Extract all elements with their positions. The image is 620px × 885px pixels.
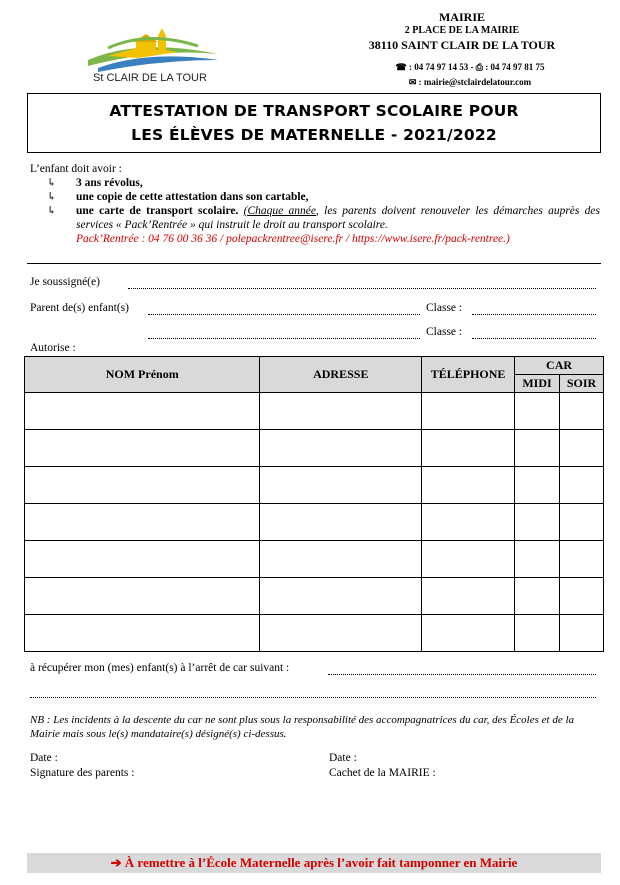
cell-nom[interactable] [25, 541, 260, 578]
cell-midi[interactable] [515, 615, 560, 652]
table-row [25, 393, 604, 430]
column-header-adresse: ADRESSE [260, 357, 422, 393]
table-row [25, 504, 604, 541]
cell-midi[interactable] [515, 504, 560, 541]
soussigne-field[interactable] [128, 277, 596, 289]
cell-soir[interactable] [560, 467, 604, 504]
classe-label-1: Classe : [426, 302, 463, 314]
requirement-1: 3 ans révolus, [76, 177, 143, 189]
contact-info [330, 60, 610, 90]
table-row [25, 615, 604, 652]
arrow-bullet-icon: ↳ [47, 191, 57, 203]
requirement-3-note-underlined: (Chaque année [243, 205, 317, 217]
title-line-2: LES ÉLÈVES DE MATERNELLE - 2021/2022 [131, 126, 497, 144]
cell-telephone[interactable] [422, 467, 515, 504]
cell-telephone[interactable] [422, 578, 515, 615]
cell-adresse[interactable] [260, 467, 422, 504]
requirement-3: une carte de transport scolaire. [76, 205, 239, 217]
table-row [25, 430, 604, 467]
child-name-field-2[interactable] [148, 327, 420, 339]
children-table [24, 356, 604, 652]
requirement-3-note: , les parents doivent renouveler les démarches auprès des services « Pack’Rentrée » qui instruit le droit au transport scolaire. [76, 205, 600, 231]
table-row [25, 467, 604, 504]
arrow-bullet-icon: ↳ [47, 205, 57, 217]
cell-telephone[interactable] [422, 541, 515, 578]
title-line-1: ATTESTATION DE TRANSPORT SCOLAIRE POUR [109, 102, 519, 120]
cell-nom[interactable] [25, 430, 260, 467]
cell-midi[interactable] [515, 578, 560, 615]
cell-nom[interactable] [25, 578, 260, 615]
mairie-address [362, 10, 562, 52]
cell-midi[interactable] [515, 393, 560, 430]
classe-field-1[interactable] [472, 303, 596, 315]
arrow-bullet-icon: ↳ [47, 177, 57, 189]
address-line-1: 2 PLACE DE LA MAIRIE [404, 25, 520, 36]
parent-label: Parent de(s) enfant(s) [30, 302, 129, 314]
requirement-2: une copie de cette attestation dans son cartable, [76, 191, 309, 203]
cell-adresse[interactable] [260, 615, 422, 652]
cell-telephone[interactable] [422, 430, 515, 467]
cell-midi[interactable] [515, 430, 560, 467]
document-title [27, 93, 601, 153]
cell-adresse[interactable] [260, 430, 422, 467]
column-header-soir: SOIR [560, 375, 604, 393]
nb-notice: NB : Les incidents à la descente du car ne sont plus sous la responsabilité des accompagnatrices du car, des Écoles et de la Mairie mais sous le(s) mandataire(s) désigné(s) ci-dessus. [30, 714, 575, 740]
cell-soir[interactable] [560, 430, 604, 467]
phone-fax-line: ☎ : 04 74 97 14 53 - ⎙ : 04 74 97 81 75 [395, 62, 545, 72]
logo-text: St CLAIR DE LA TOUR [93, 72, 207, 84]
cell-adresse[interactable] [260, 541, 422, 578]
cell-soir[interactable] [560, 393, 604, 430]
pickup-label: à récupérer mon (mes) enfant(s) à l’arrêt de car suivant : [30, 662, 290, 674]
signature-right [329, 751, 436, 781]
requirements-section [30, 162, 600, 246]
cell-soir[interactable] [560, 541, 604, 578]
table-row [25, 578, 604, 615]
date-label-left: Date : [30, 752, 58, 764]
cell-adresse[interactable] [260, 578, 422, 615]
signature-left [30, 751, 134, 781]
requirements-intro: L’enfant doit avoir : [30, 163, 122, 175]
soussigne-label: Je soussigné(e) [30, 276, 100, 288]
cell-telephone[interactable] [422, 504, 515, 541]
column-header-car: CAR [515, 357, 604, 375]
cell-soir[interactable] [560, 504, 604, 541]
pickup-stop-field-2[interactable] [30, 686, 596, 698]
cell-midi[interactable] [515, 541, 560, 578]
table-row [25, 541, 604, 578]
cell-nom[interactable] [25, 393, 260, 430]
cell-soir[interactable] [560, 578, 604, 615]
address-line-2: 38110 SAINT CLAIR DE LA TOUR [368, 38, 556, 52]
email-line: ✉ : mairie@stclairdelatour.com [408, 77, 532, 87]
cell-soir[interactable] [560, 615, 604, 652]
column-header-nom: NOM Prénom [25, 357, 260, 393]
cell-nom[interactable] [25, 467, 260, 504]
column-header-telephone: TÉLÉPHONE [422, 357, 515, 393]
section-divider [27, 263, 601, 264]
mairie-title: MAIRIE [438, 10, 485, 24]
classe-label-2: Classe : [426, 326, 463, 338]
cell-adresse[interactable] [260, 504, 422, 541]
cell-nom[interactable] [25, 615, 260, 652]
cell-telephone[interactable] [422, 615, 515, 652]
cachet-mairie-label: Cachet de la MAIRIE : [329, 767, 436, 779]
autorise-label: Autorise : [30, 342, 76, 354]
cell-midi[interactable] [515, 467, 560, 504]
cell-nom[interactable] [25, 504, 260, 541]
footer-instruction: ➔ À remettre à l’École Maternelle après l’avoir fait tamponner en Mairie [27, 853, 601, 873]
classe-field-2[interactable] [472, 327, 596, 339]
parents-signature-label: Signature des parents : [30, 767, 135, 779]
date-label-right: Date : [329, 752, 357, 764]
pickup-stop-field[interactable] [328, 663, 596, 675]
cell-telephone[interactable] [422, 393, 515, 430]
column-header-midi: MIDI [515, 375, 560, 393]
packrentree-contact: Pack’Rentrée : 04 76 00 36 36 / polepackrentree@isere.fr / https://www.isere.fr/pack-rentree.) [76, 233, 510, 245]
child-name-field-1[interactable] [148, 303, 420, 315]
cell-adresse[interactable] [260, 393, 422, 430]
